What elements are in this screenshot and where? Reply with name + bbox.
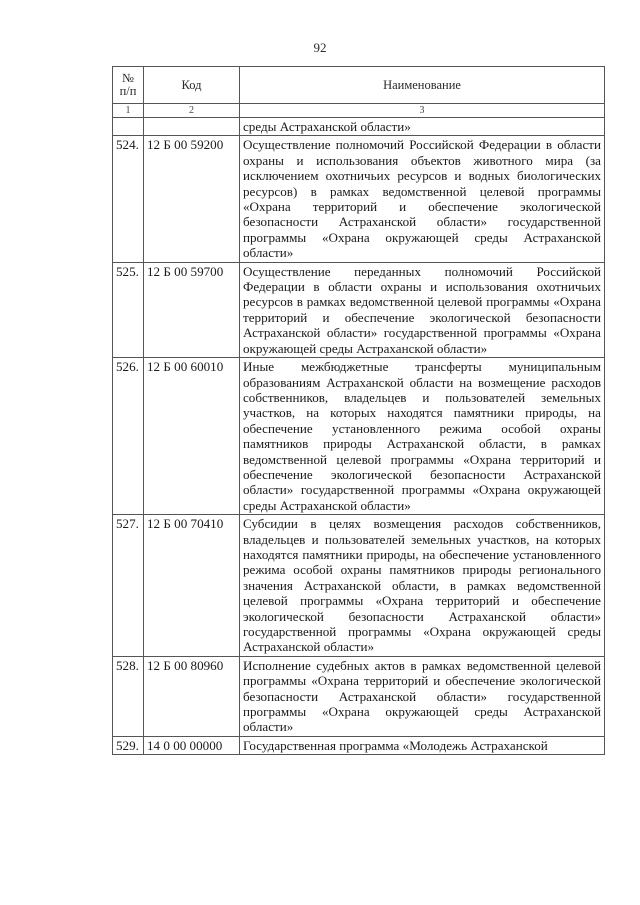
row-number: 529. <box>113 736 144 754</box>
table-row <box>113 262 605 357</box>
row-code: 14 0 00 00000 <box>144 736 240 754</box>
column-index-row <box>113 104 605 118</box>
column-index: 2 <box>144 104 240 118</box>
row-number: 527. <box>113 515 144 657</box>
row-code: 12 Б 00 60010 <box>144 358 240 515</box>
empty-cell <box>113 118 144 136</box>
row-code: 12 Б 00 70410 <box>144 515 240 657</box>
row-name: Осуществление переданных полномочий Российской Федерации в области охраны и использования охотничьих ресурсов в рамках ведомственной целевой программы «Охрана территорий и обеспечение экологической безопасности Астраханской области» государственной программы «Охрана окружающей среды Астраханской области» <box>240 262 605 357</box>
continuation-row <box>113 118 605 136</box>
row-code: 12 Б 00 59200 <box>144 136 240 262</box>
column-index: 3 <box>240 104 605 118</box>
row-name: Иные межбюджетные трансферты муниципальным образованиям Астраханской области на возмещение расходов собственников, владельцев и пользователей земельных участков, на которых находятся памятники природы, на обеспечение установленного режима особой охраны памятников природы Астраханской области, в рамках ведомственной целевой программы «Охрана территорий и обеспечение экологической безопасности Астраханской области» государственной программы «Охрана окружающей среды Астраханской области» <box>240 358 605 515</box>
row-number: 526. <box>113 358 144 515</box>
table-row <box>113 358 605 515</box>
row-number: 525. <box>113 262 144 357</box>
header-code: Код <box>144 67 240 104</box>
row-name: Осуществление полномочий Российской Федерации в области охраны и использования объектов животного мира (за исключением охотничьих ресурсов и водных биологических ресурсов) в рамках ведомственной целевой программы «Охрана территорий и обеспечение экологической безопасности Астраханской области» государственной программы «Охрана окружающей среды Астраханской области» <box>240 136 605 262</box>
page-number: 92 <box>313 40 327 55</box>
table-row <box>113 136 605 262</box>
row-number: 524. <box>113 136 144 262</box>
row-number: 528. <box>113 656 144 736</box>
header-name: Наименование <box>240 67 605 104</box>
table-row <box>113 736 605 754</box>
column-index: 1 <box>113 104 144 118</box>
continuation-text: среды Астраханской области» <box>240 118 605 136</box>
row-name: Государственная программа «Молодежь Астраханской <box>240 736 605 754</box>
row-code: 12 Б 00 59700 <box>144 262 240 357</box>
table-row <box>113 515 605 657</box>
empty-cell <box>144 118 240 136</box>
table-header-row <box>113 67 605 104</box>
budget-code-table <box>112 66 605 755</box>
table-row <box>113 656 605 736</box>
header-number: № п/п <box>113 67 144 104</box>
row-code: 12 Б 00 80960 <box>144 656 240 736</box>
row-name: Исполнение судебных актов в рамках ведомственной целевой программы «Охрана территорий и обеспечение экологической безопасности Астраханской области» государственной программы «Охрана окружающей среды Астраханской области» <box>240 656 605 736</box>
row-name: Субсидии в целях возмещения расходов собственников, владельцев и пользователей земельных участков, на которых находятся памятники природы, на обеспечение установленного режима особой охраны памятников природы регионального значения Астраханской области, в рамках ведомственной целевой программы «Охрана территорий и обеспечение экологической безопасности Астраханской области» государственной программы «Охрана окружающей среды Астраханской области» <box>240 515 605 657</box>
